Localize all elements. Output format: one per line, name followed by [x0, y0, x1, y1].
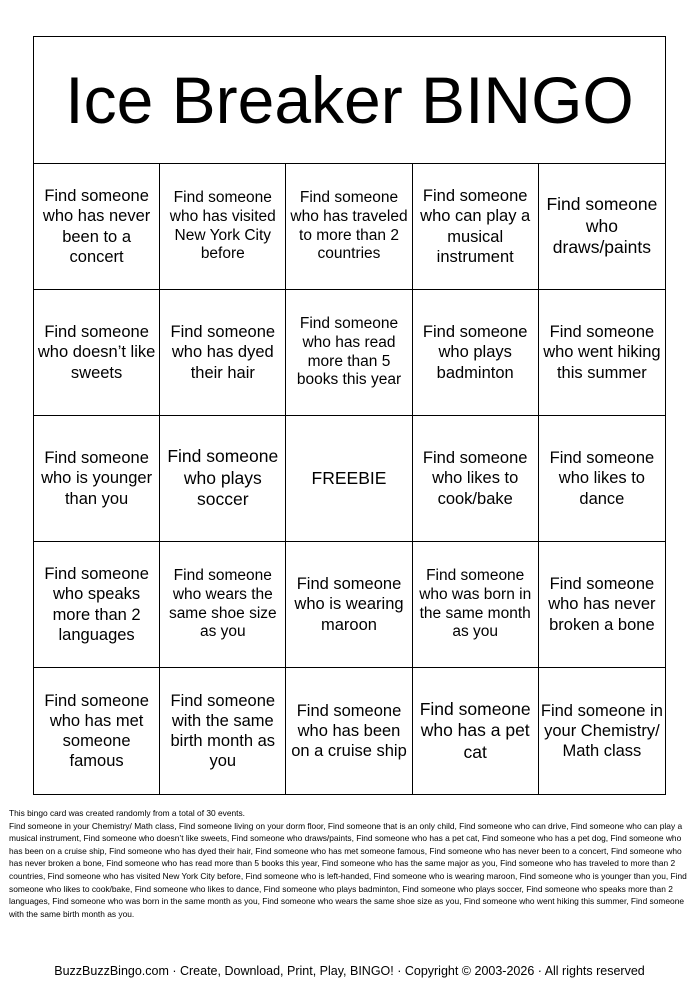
- bingo-cell: [34, 290, 160, 416]
- bingo-cell: [160, 668, 286, 794]
- bingo-cell: [286, 542, 412, 668]
- bingo-cell-text: Find someone who doesn’t like sweets: [37, 323, 156, 382]
- bingo-cell: [286, 668, 412, 794]
- bingo-cell-text: Find someone who speaks more than 2 languages: [44, 565, 149, 644]
- bingo-cell: [413, 164, 539, 290]
- bingo-cell-text: Find someone who has been on a cruise ship: [291, 701, 407, 761]
- bingo-cell: [34, 164, 160, 290]
- bingo-cell-text: Find someone who went hiking this summer: [543, 323, 661, 382]
- bingo-cell: [539, 416, 665, 542]
- bingo-cell-text: Find someone who wears the same shoe size as you: [168, 566, 277, 641]
- bingo-cell-text: Find someone who can play a musical instrument: [420, 187, 531, 266]
- bingo-cell-text: Find someone in your Chemistry/ Math class: [540, 701, 663, 761]
- bingo-cell: [286, 164, 412, 290]
- bingo-grid: [34, 164, 665, 794]
- bingo-cell-text: Find someone who has dyed their hair: [170, 323, 276, 382]
- bingo-cell-text: Find someone who has a pet cat: [419, 698, 531, 762]
- bingo-cell-text: Find someone who plays soccer: [167, 446, 279, 510]
- bingo-cell: [160, 290, 286, 416]
- bingo-cell-text: Find someone who has visited New York City before: [169, 188, 276, 263]
- bingo-cell-text: Find someone who was born in the same month as you: [419, 566, 532, 641]
- bingo-cell-text: Find someone who plays badminton: [422, 323, 528, 382]
- site-footer: BuzzBuzzBingo.com · Create, Download, Print, Play, BINGO! · Copyright © 2003-2026 · All rights reserved: [54, 964, 645, 978]
- bingo-cell: [413, 416, 539, 542]
- bingo-card: [33, 36, 666, 795]
- bingo-cell-text: Find someone who has met someone famous: [44, 691, 149, 771]
- bingo-cell-text: Find someone who likes to dance: [549, 449, 655, 508]
- bingo-cell-text: Find someone with the same birth month as you: [170, 691, 276, 771]
- bingo-cell: [286, 416, 412, 542]
- bingo-cell-text: Find someone who has read more than 5 books this year: [296, 314, 402, 389]
- bingo-cell-text: Find someone who is younger than you: [41, 449, 153, 508]
- info-intro: This bingo card was created randomly from a total of 30 events.: [9, 808, 246, 818]
- bingo-cell: [539, 542, 665, 668]
- bingo-cell: [413, 542, 539, 668]
- bingo-cell: [160, 416, 286, 542]
- bingo-cell-text: Find someone who has traveled to more than 2 countries: [290, 188, 408, 263]
- bingo-cell: [539, 668, 665, 794]
- bingo-cell: [413, 668, 539, 794]
- card-title: Ice Breaker BINGO: [34, 37, 665, 164]
- card-info: [9, 807, 691, 920]
- bingo-cell: [286, 290, 412, 416]
- bingo-cell: [34, 668, 160, 794]
- bingo-cell-text: Find someone who has never broken a bone: [548, 575, 656, 634]
- bingo-cell: [539, 290, 665, 416]
- bingo-cell: [413, 290, 539, 416]
- info-events: Find someone in your Chemistry/ Math class, Find someone living on your dorm floor, Find someone that is an only child, Find someone who can drive, Find someone who can play a musical instrument, Find someone who doesn’t like sweets, Find someone who draws/paints, Find someone who has a pet cat, Find someone who has a pet dog, Find someone who has been on a cruise ship, Find someone who has dyed their hair, Find someone who has met someone famous, Find someone who has never been to a concert, Find someone who has never broken a bone, Find someone who has read more than 5 books this year, Find someone who has the same major as you, Find someone who has traveled to more than 2 countries, Find someone who has visited New York City before, Find someone who is left-handed, Find someone who is wearing maroon, Find someone who is younger than you, Find someone who likes to cook/bake, Find someone who likes to dance, Find someone who plays badminton, Find someone who plays soccer, Find someone who speaks more than 2 languages, Find someone who was born in the same month as you, Find someone who wears the same shoe size as you, Find someone who went hiking this summer, Find someone with the same birth month as you.: [9, 820, 687, 919]
- bingo-cell-text: Find someone who has never been to a concert: [42, 187, 151, 266]
- bingo-cell-text: Find someone who draws/paints: [546, 194, 658, 258]
- bingo-cell: [34, 416, 160, 542]
- bingo-cell: [160, 542, 286, 668]
- bingo-cell-text: FREEBIE: [311, 467, 387, 488]
- bingo-cell: [539, 164, 665, 290]
- bingo-cell-text: Find someone who is wearing maroon: [294, 575, 404, 634]
- bingo-cell: [160, 164, 286, 290]
- bingo-cell-text: Find someone who likes to cook/bake: [422, 449, 528, 508]
- bingo-cell: [34, 542, 160, 668]
